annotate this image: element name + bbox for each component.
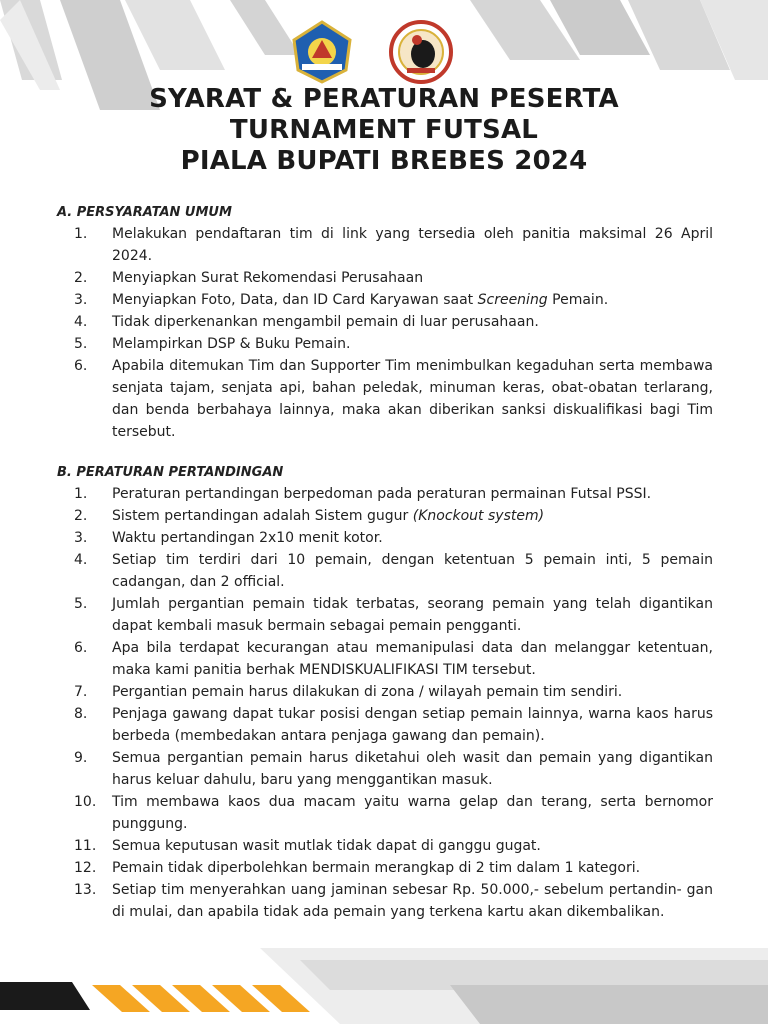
list-item: 8. Penjaga gawang dapat tukar posisi dengan setiap pemain lainnya, warna kaos harus berbeda (membedakan antara penjaga gawang dan pemain). (74, 706, 713, 744)
document-body (57, 203, 713, 923)
section-requirements (57, 203, 713, 443)
list-item: 13. Setiap tim menyerahkan uang jaminan sebesar Rp. 50.000,- sebelum pertandin- gan di mulai, dan apabila tidak ada pemain yang terkena kartu akan dikembalikan. (74, 882, 713, 920)
list-item: 3. Menyiapkan Foto, Data, dan ID Card Karyawan saat Screening Pemain. (74, 292, 609, 308)
title-line: PIALA BUPATI BREBES 2024 (180, 146, 588, 176)
list-item: 4. Setiap tim terdiri dari 10 pemain, dengan ketentuan 5 pemain inti, 5 pemain cadangan, dan 2 official. (74, 552, 713, 590)
list-item: 6. Apa bila terdapat kecurangan atau memanipulasi data dan melanggar ketentuan, maka kami panitia berhak MENDISKUALIFIKASI TIM tersebut. (74, 640, 713, 678)
list-item: 1. Peraturan pertandingan berpedoman pada peraturan permainan Futsal PSSI. (74, 486, 652, 502)
list-item: 3. Waktu pertandingan 2x10 menit kotor. (74, 530, 383, 546)
list-item: 6. Apabila ditemukan Tim dan Supporter Tim menimbulkan kegaduhan serta membawa senjata tajam, senjata api, bahan peledak, minuman keras, obat-obatan terlarang, dan benda berbahaya lainnya, maka akan diberikan sanksi diskualifikasi bagi Tim tersebut. (74, 358, 713, 440)
list-item: 2. Sistem pertandingan adalah Sistem gugur (Knockout system) (74, 508, 545, 524)
section-heading: A. PERSYARATAN UMUM (57, 205, 232, 220)
list-item: 10. Tim membawa kaos dua macam yaitu warna gelap dan terang, serta bernomor punggung. (74, 794, 713, 832)
list-item: 11. Semua keputusan wasit mutlak tidak dapat di ganggu gugat. (74, 838, 541, 854)
list-item: 9. Semua pergantian pemain harus diketahui oleh wasit dan pemain yang digantikan harus keluar dahulu, baru yang menggantikan masuk. (74, 750, 713, 788)
bottom-wedge (450, 985, 768, 1024)
document-title (0, 84, 768, 177)
title-line: TURNAMENT FUTSAL (229, 115, 539, 145)
dark-bar (0, 982, 90, 1010)
askab-pssi-emblem-icon (387, 18, 455, 86)
list-item: 12. Pemain tidak diperbolehkan bermain merangkap di 2 tim dalam 1 kategori. (74, 860, 641, 876)
brebes-regency-emblem-icon (288, 18, 356, 86)
list-item: 1. Melakukan pendaftaran tim di link yang tersedia oleh panitia maksimal 26 April 2024. (74, 226, 713, 264)
list-item: 5. Jumlah pergantian pemain tidak terbatas, seorang pemain yang telah digantikan dapat kembali masuk bermain sebagai pemain pengganti. (74, 596, 713, 634)
list-item: 7. Pergantian pemain harus dilakukan di zona / wilayah pemain tim sendiri. (74, 684, 623, 700)
requirements-list (57, 223, 713, 443)
section-match-rules (57, 463, 713, 923)
list-item: 5. Melampirkan DSP & Buku Pemain. (74, 336, 351, 352)
list-item: 4. Tidak diperkenankan mengambil pemain di luar perusahaan. (74, 314, 539, 330)
section-heading: B. PERATURAN PERTANDINGAN (57, 465, 284, 480)
list-item: 2. Menyiapkan Surat Rekomendasi Perusahaan (74, 270, 424, 286)
title-line: SYARAT & PERATURAN PESERTA (149, 84, 619, 114)
rules-list (57, 483, 713, 923)
